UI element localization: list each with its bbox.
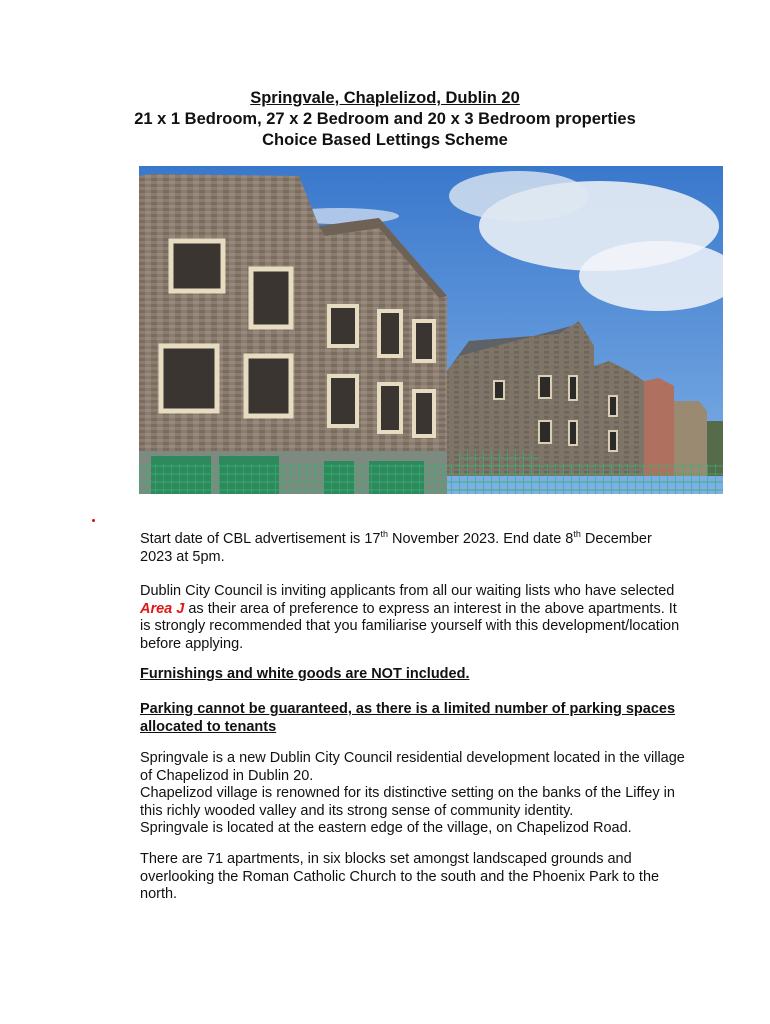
springvale-line-1: Springvale is a new Dublin City Council residential development located in the village of Chapelizod in Dublin 20.	[140, 750, 685, 784]
invite-text-b: as their area of preference to express an interest in the above apartments. It is strongly recommended that you familiarise yourself with this development/location before applying.	[140, 600, 680, 652]
ordinal-suffix: th	[380, 529, 388, 540]
building-photo-illustration	[139, 166, 723, 494]
bullet-marker	[92, 519, 95, 522]
start-text-a: Start date of CBL advertisement is 17	[140, 531, 381, 547]
parking-notice: Parking cannot be guaranteed, as there is a limited number of parking spaces allocated to tenants	[140, 701, 676, 735]
title-location: Springvale, Chaplelizod, Dublin 20	[250, 89, 520, 107]
cbl-dates-paragraph	[140, 531, 688, 566]
start-text-c: December 2023 at 5pm.	[140, 531, 652, 565]
ordinal-suffix: th	[573, 529, 581, 540]
springvale-line-2: Chapelizod village is renowned for its distinctive setting on the banks of the Liffey in this richly wooded valley and its strong sense of community identity.	[140, 785, 675, 819]
furnishings-notice: Furnishings and white goods are NOT included.	[140, 666, 470, 682]
invitation-paragraph	[140, 583, 688, 653]
apartments-paragraph: There are 71 apartments, in six blocks set amongst landscaped grounds and overlooking the Roman Catholic Church to the south and the Phoenix Park to the north.	[140, 851, 660, 902]
springvale-line-3: Springvale is located at the eastern edge of the village, on Chapelizod Road.	[140, 820, 632, 836]
start-text-b: November 2023. End date 8	[387, 531, 574, 547]
springvale-description	[140, 750, 688, 838]
title-property-mix: 21 x 1 Bedroom, 27 x 2 Bedroom and 20 x 3 Bedroom properties	[134, 110, 636, 128]
title-scheme: Choice Based Lettings Scheme	[262, 131, 508, 149]
development-photo	[139, 166, 723, 494]
area-highlight: Area J	[140, 600, 185, 617]
invite-text-a: Dublin City Council is inviting applicants from all our waiting lists who have selected	[140, 583, 675, 599]
document-title	[0, 88, 770, 151]
